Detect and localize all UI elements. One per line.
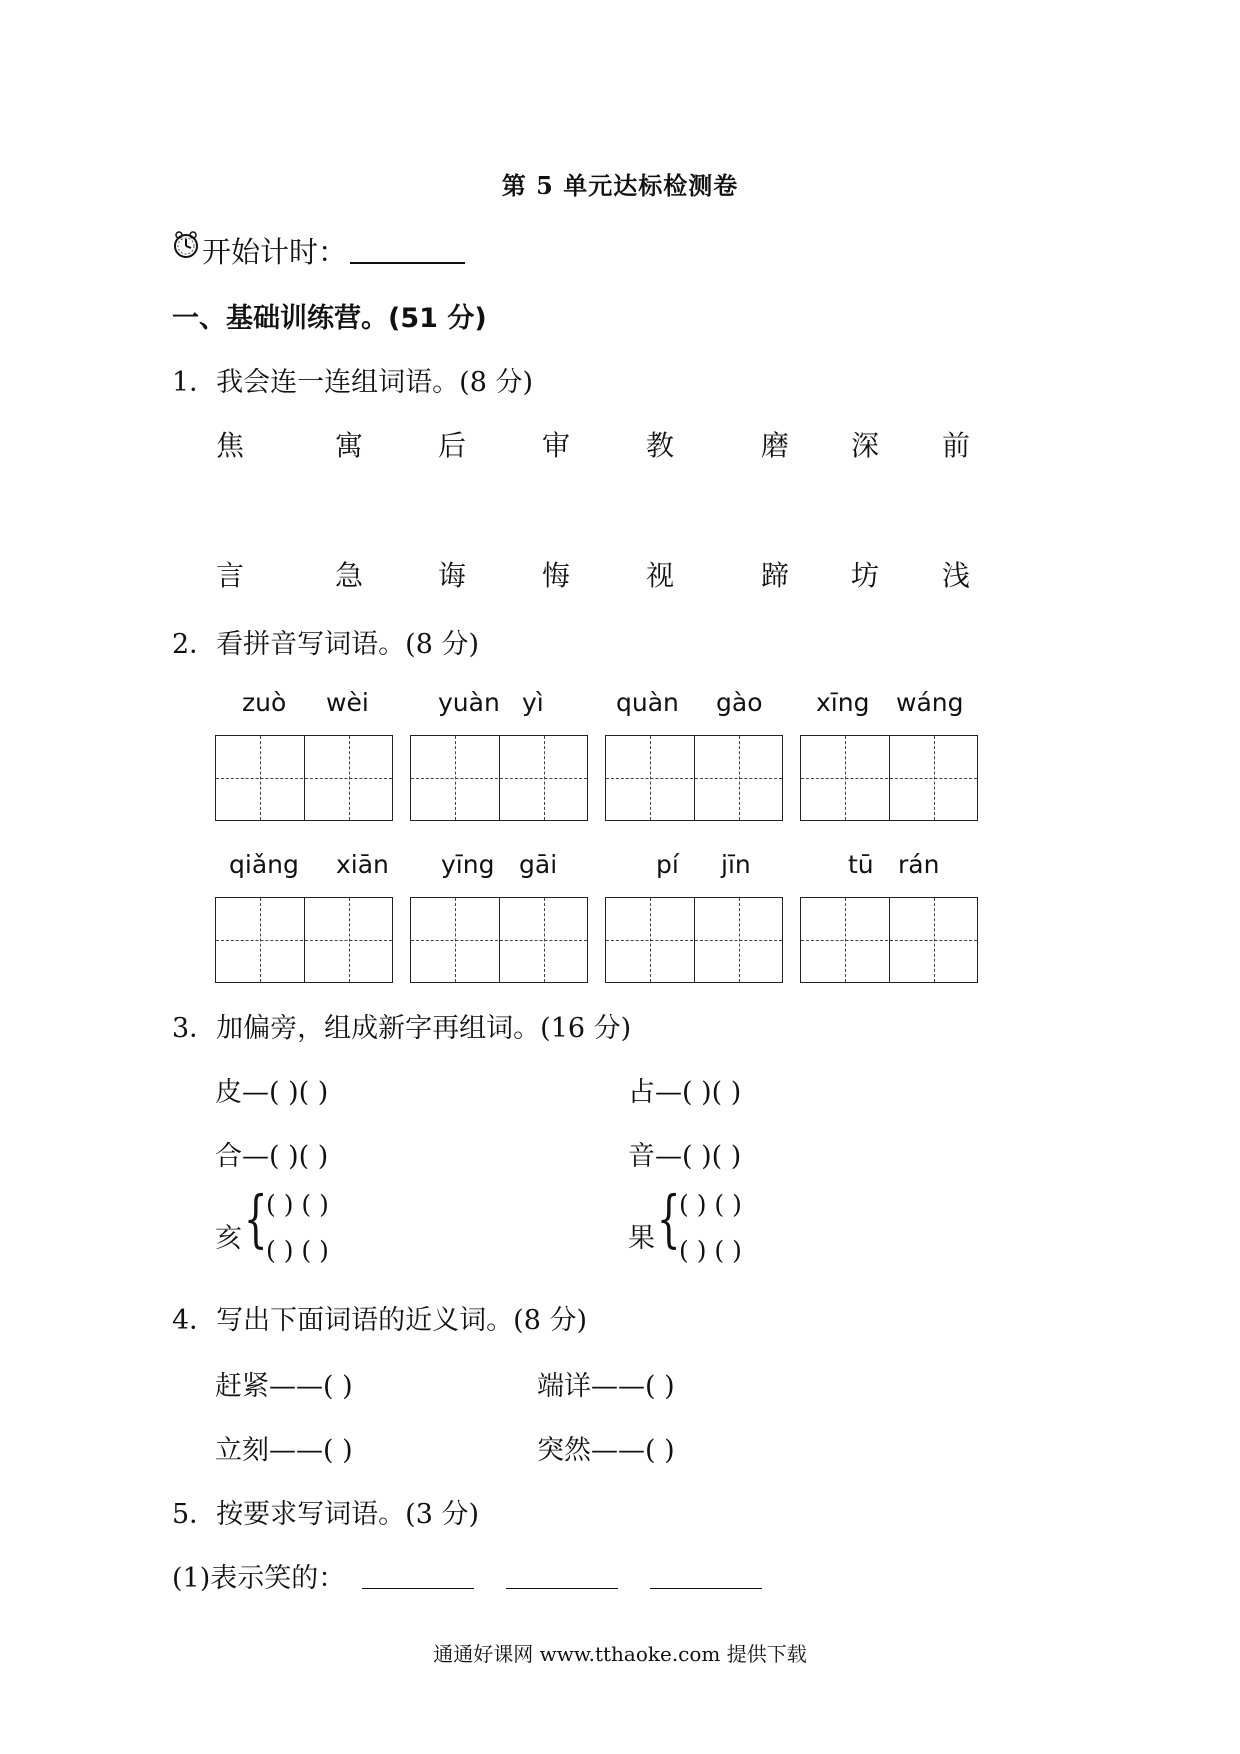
page-title: 第 5 单元达标检测卷 (501, 171, 739, 200)
q1-top-char[interactable]: 磨 (761, 429, 790, 462)
pinyin: gào (716, 688, 763, 717)
brace-icon: { (243, 1182, 268, 1255)
question-1-label: 1．我会连一连组词语。(8 分) (172, 367, 534, 398)
question-5-label: 5．按要求写词语。(3 分) (172, 1499, 480, 1530)
pinyin: tū (848, 850, 874, 879)
q1-bottom-char[interactable]: 言 (216, 559, 245, 592)
synonym-item[interactable]: 赶紧——( ) (215, 1371, 353, 1402)
q1-top-char[interactable]: 教 (646, 429, 675, 462)
brace-char: 果 (628, 1223, 655, 1254)
answer-blank[interactable] (506, 1588, 618, 1589)
page-footer: 通通好课网 www.tthaoke.com 提供下载 (433, 1642, 807, 1666)
writing-grid[interactable] (605, 897, 783, 983)
pinyin: zuò (242, 688, 287, 717)
pinyin: pí (656, 850, 679, 879)
synonym-item[interactable]: 突然——( ) (537, 1435, 675, 1466)
writing-grid[interactable] (215, 897, 393, 983)
answer-blank[interactable] (650, 1588, 762, 1589)
brace-line[interactable]: ( ) ( ) (679, 1236, 742, 1265)
q1-top-char[interactable]: 前 (942, 429, 971, 462)
writing-grid[interactable] (605, 735, 783, 821)
pinyin: xiān (336, 850, 389, 879)
q1-top-char[interactable]: 后 (438, 429, 467, 462)
pinyin: jīn (721, 850, 751, 879)
writing-grid[interactable] (800, 897, 978, 983)
pinyin: yì (522, 688, 544, 717)
q1-bottom-char[interactable]: 诲 (438, 559, 467, 592)
synonym-item[interactable]: 立刻——( ) (215, 1435, 353, 1466)
q1-top-char[interactable]: 焦 (216, 429, 245, 462)
pinyin: xīng (816, 688, 870, 717)
section-heading: 一、基础训练营。(51 分) (172, 303, 487, 334)
q5-sub1-label: (1)表示笑的： (172, 1563, 346, 1594)
writing-grid[interactable] (215, 735, 393, 821)
writing-grid[interactable] (800, 735, 978, 821)
writing-grid[interactable] (410, 735, 588, 821)
brace-line[interactable]: ( ) ( ) (266, 1190, 329, 1219)
pinyin: rán (898, 850, 940, 879)
pinyin: yuàn (438, 688, 500, 717)
q1-bottom-char[interactable]: 视 (646, 559, 675, 592)
timer-label: 开始计时： (202, 235, 348, 269)
timer-blank[interactable] (350, 262, 465, 264)
question-2-label: 2．看拼音写词语。(8 分) (172, 629, 480, 660)
answer-blank[interactable] (362, 1588, 474, 1589)
brace-icon: { (656, 1182, 681, 1255)
question-4-label: 4．写出下面词语的近义词。(8 分) (172, 1305, 588, 1336)
synonym-item[interactable]: 端详——( ) (537, 1371, 675, 1402)
q1-bottom-char[interactable]: 蹄 (761, 559, 790, 592)
brace-line[interactable]: ( ) ( ) (266, 1236, 329, 1265)
brace-char: 亥 (215, 1223, 242, 1254)
q1-bottom-char[interactable]: 悔 (542, 559, 571, 592)
q1-top-char[interactable]: 寓 (335, 429, 364, 462)
pinyin: qiǎng (229, 850, 299, 879)
radical-item[interactable]: 音—( )( ) (628, 1141, 742, 1172)
radical-item[interactable]: 占—( )( ) (628, 1077, 742, 1108)
pinyin: quàn (616, 688, 679, 717)
q1-top-char[interactable]: 审 (542, 429, 571, 462)
pinyin: yīng (441, 850, 495, 879)
q1-bottom-char[interactable]: 坊 (851, 559, 880, 592)
pinyin: gāi (519, 850, 558, 879)
radical-item[interactable]: 皮—( )( ) (215, 1077, 329, 1108)
brace-line[interactable]: ( ) ( ) (679, 1190, 742, 1219)
radical-item[interactable]: 合—( )( ) (215, 1141, 329, 1172)
pinyin: wèi (326, 688, 369, 717)
clock-icon (172, 230, 200, 260)
pinyin: wáng (896, 688, 964, 717)
q1-bottom-char[interactable]: 急 (335, 559, 364, 592)
q1-bottom-char[interactable]: 浅 (942, 559, 971, 592)
q1-top-char[interactable]: 深 (851, 429, 880, 462)
question-3-label: 3．加偏旁，组成新字再组词。(16 分) (172, 1013, 632, 1044)
writing-grid[interactable] (410, 897, 588, 983)
